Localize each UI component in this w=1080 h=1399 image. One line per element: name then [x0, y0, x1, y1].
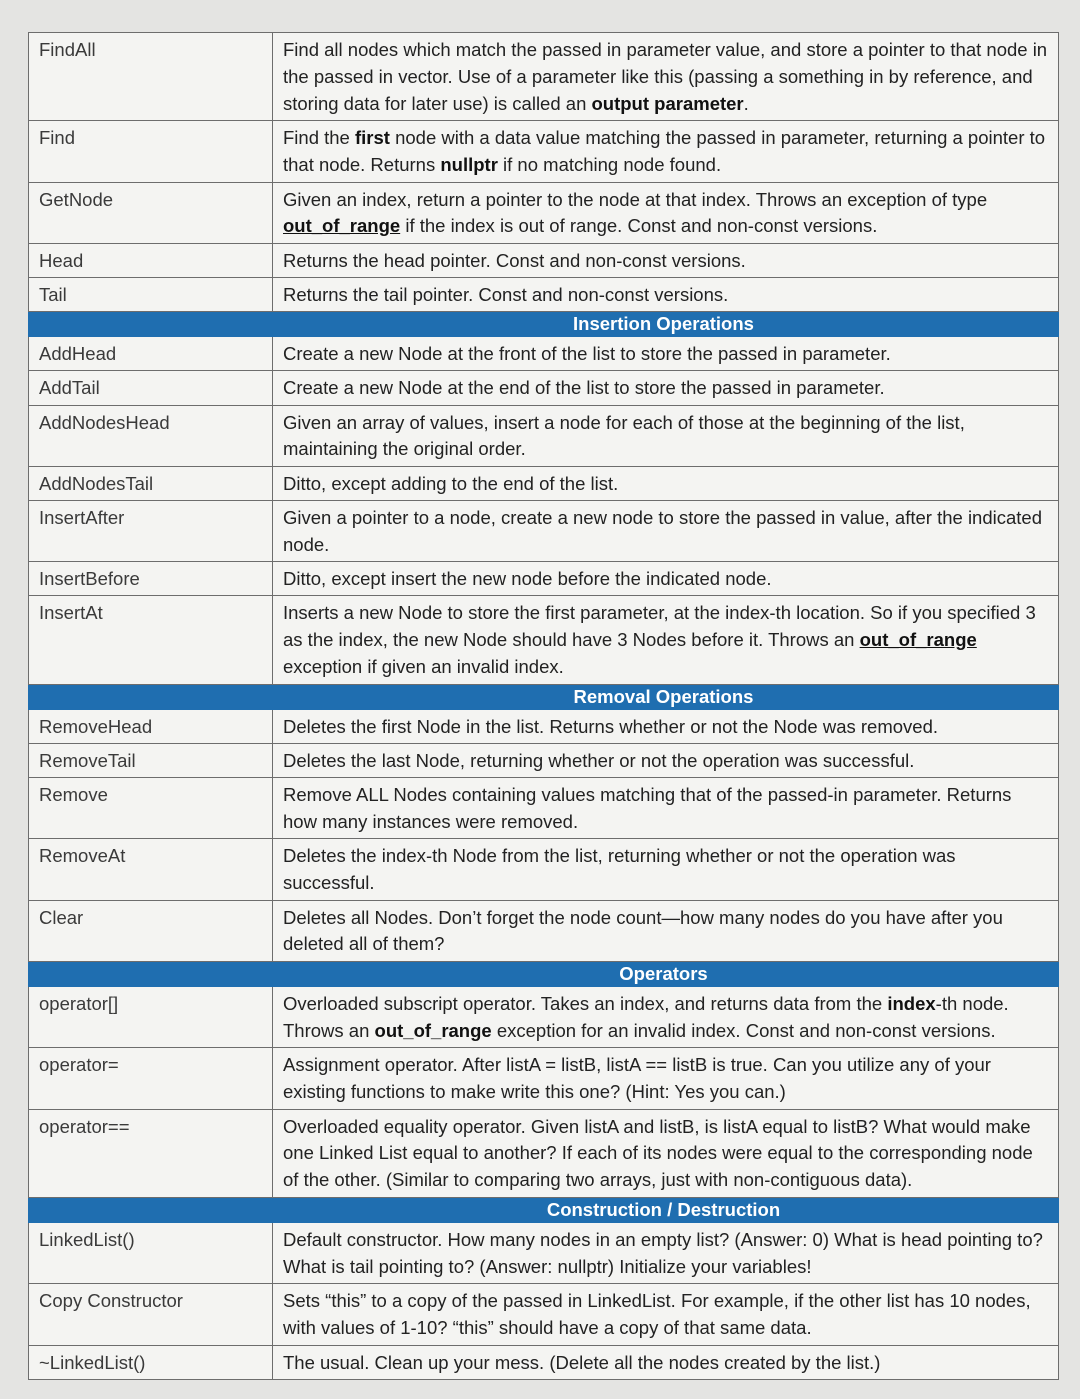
function-name: RemoveHead	[29, 709, 273, 743]
table-row	[29, 500, 1059, 561]
table-row	[29, 562, 1059, 596]
function-description: Overloaded equality operator. Given listA and listB, is listA equal to listB? What would make one Linked List equal to another? If each of its nodes were equal to the corresponding node of the other. (Similar to comparing two arrays, just with non-contiguous data).	[273, 1109, 1059, 1197]
function-description: Given an array of values, insert a node for each of those at the beginning of the list, maintaining the original order.	[273, 405, 1059, 466]
table-row	[29, 1284, 1059, 1345]
function-description: Returns the head pointer. Const and non-const versions.	[273, 243, 1059, 277]
table-row	[29, 121, 1059, 182]
function-description: Given an index, return a pointer to the node at that index. Throws an exception of type out_of_range if the index is out of range. Const and non-const versions.	[273, 182, 1059, 243]
function-name: LinkedList()	[29, 1223, 273, 1284]
function-description: Remove ALL Nodes containing values matching that of the passed-in parameter. Returns how many instances were removed.	[273, 778, 1059, 839]
function-name: ~LinkedList()	[29, 1345, 273, 1379]
table-row	[29, 1048, 1059, 1109]
function-name: Clear	[29, 900, 273, 961]
function-table-body	[29, 33, 1059, 1380]
table-row	[29, 1109, 1059, 1197]
function-description: Find all nodes which match the passed in parameter value, and store a pointer to that node in the passed in vector. Use of a parameter like this (passing a something in by reference, and storing data for later use) is called an output parameter.	[273, 33, 1059, 121]
table-row	[29, 987, 1059, 1048]
function-name: InsertAt	[29, 596, 273, 684]
function-description: Assignment operator. After listA = listB, listA == listB is true. Can you utilize any of your existing functions to make write this one? (Hint: Yes you can.)	[273, 1048, 1059, 1109]
section-header-row	[29, 684, 1059, 709]
function-name: AddHead	[29, 337, 273, 371]
section-title: Insertion Operations	[29, 312, 1059, 337]
table-row	[29, 1345, 1059, 1379]
function-name: Tail	[29, 277, 273, 311]
function-description: Overloaded subscript operator. Takes an index, and returns data from the index-th node. Throws an out_of_range exception for an invalid index. Const and non-const versions.	[273, 987, 1059, 1048]
table-row	[29, 744, 1059, 778]
table-row	[29, 778, 1059, 839]
function-name: AddNodesTail	[29, 466, 273, 500]
table-row	[29, 405, 1059, 466]
function-description: Default constructor. How many nodes in an empty list? (Answer: 0) What is head pointing to? What is tail pointing to? (Answer: nullptr) Initialize your variables!	[273, 1223, 1059, 1284]
function-description: The usual. Clean up your mess. (Delete all the nodes created by the list.)	[273, 1345, 1059, 1379]
function-description: Find the first node with a data value matching the passed in parameter, returning a pointer to that node. Returns nullptr if no matching node found.	[273, 121, 1059, 182]
function-description: Deletes the last Node, returning whether or not the operation was successful.	[273, 744, 1059, 778]
function-name: InsertAfter	[29, 500, 273, 561]
section-title: Removal Operations	[29, 684, 1059, 709]
table-row	[29, 839, 1059, 900]
function-name: RemoveAt	[29, 839, 273, 900]
function-name: InsertBefore	[29, 562, 273, 596]
table-row	[29, 277, 1059, 311]
function-description: Ditto, except insert the new node before the indicated node.	[273, 562, 1059, 596]
function-description: Inserts a new Node to store the first parameter, at the index-th location. So if you specified 3 as the index, the new Node should have 3 Nodes before it. Throws an out_of_range exception if given an invalid index.	[273, 596, 1059, 684]
function-name: Head	[29, 243, 273, 277]
function-name: operator==	[29, 1109, 273, 1197]
function-description: Deletes the index-th Node from the list, returning whether or not the operation was successful.	[273, 839, 1059, 900]
table-row	[29, 709, 1059, 743]
table-row	[29, 596, 1059, 684]
section-title: Operators	[29, 961, 1059, 986]
section-header-row	[29, 1197, 1059, 1222]
function-description: Deletes all Nodes. Don’t forget the node count—how many nodes do you have after you deleted all of them?	[273, 900, 1059, 961]
table-row	[29, 182, 1059, 243]
function-description: Sets “this” to a copy of the passed in LinkedList. For example, if the other list has 10 nodes, with values of 1-10? “this” should have a copy of that same data.	[273, 1284, 1059, 1345]
function-description: Ditto, except adding to the end of the list.	[273, 466, 1059, 500]
function-name: AddNodesHead	[29, 405, 273, 466]
function-description: Create a new Node at the end of the list to store the passed in parameter.	[273, 371, 1059, 405]
table-row	[29, 337, 1059, 371]
table-row	[29, 243, 1059, 277]
function-name: AddTail	[29, 371, 273, 405]
function-name: Copy Constructor	[29, 1284, 273, 1345]
function-description: Deletes the first Node in the list. Returns whether or not the Node was removed.	[273, 709, 1059, 743]
function-name: GetNode	[29, 182, 273, 243]
function-name: Remove	[29, 778, 273, 839]
table-row	[29, 900, 1059, 961]
function-table	[28, 32, 1059, 1380]
table-row	[29, 371, 1059, 405]
section-title: Construction / Destruction	[29, 1197, 1059, 1222]
function-name: Find	[29, 121, 273, 182]
document-page	[28, 32, 1058, 1380]
section-header-row	[29, 312, 1059, 337]
table-row	[29, 466, 1059, 500]
table-row	[29, 33, 1059, 121]
function-description: Returns the tail pointer. Const and non-const versions.	[273, 277, 1059, 311]
function-name: operator[]	[29, 987, 273, 1048]
function-description: Create a new Node at the front of the list to store the passed in parameter.	[273, 337, 1059, 371]
function-description: Given a pointer to a node, create a new node to store the passed in value, after the indicated node.	[273, 500, 1059, 561]
function-name: operator=	[29, 1048, 273, 1109]
section-header-row	[29, 961, 1059, 986]
table-row	[29, 1223, 1059, 1284]
function-name: FindAll	[29, 33, 273, 121]
function-name: RemoveTail	[29, 744, 273, 778]
